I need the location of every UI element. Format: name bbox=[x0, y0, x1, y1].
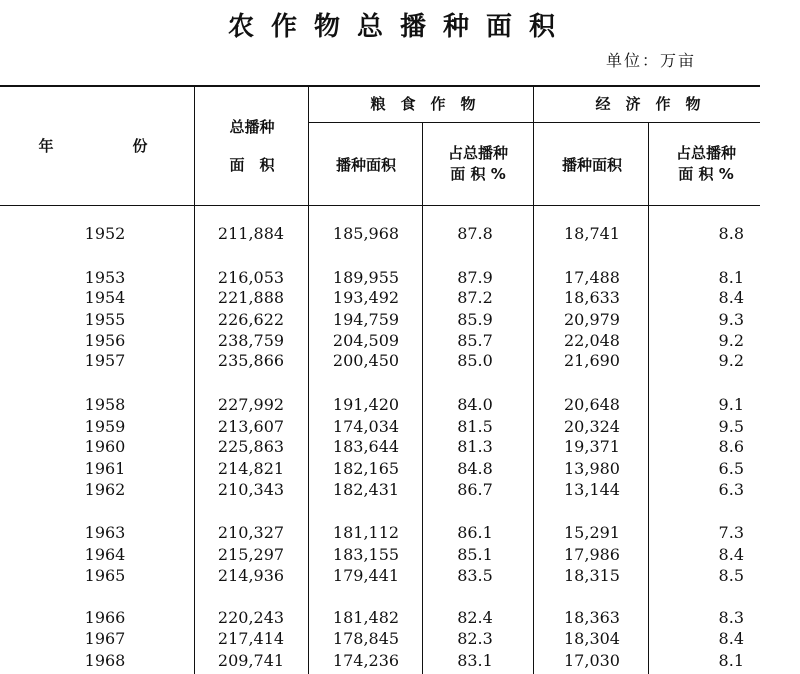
cell-grain-area: 179,441 bbox=[332, 566, 400, 585]
divider-year bbox=[194, 86, 195, 674]
cell-econ-pct: 6.5 bbox=[718, 459, 744, 478]
cell-econ-pct: 6.3 bbox=[718, 480, 744, 499]
cell-grain-area: 178,845 bbox=[332, 629, 400, 648]
cell-grain-pct: 87.8 bbox=[457, 224, 493, 243]
cell-grain-area: 181,112 bbox=[332, 523, 400, 542]
page-title: 农作物总播种面积 bbox=[227, 12, 572, 42]
cell-grain-pct: 83.5 bbox=[457, 566, 493, 585]
cell-year: 1956 bbox=[84, 331, 126, 350]
cell-grain-area: 193,492 bbox=[332, 288, 400, 307]
cell-grain-area: 174,236 bbox=[332, 651, 400, 670]
cell-grain-area: 183,155 bbox=[332, 545, 400, 564]
cell-econ-pct: 8.1 bbox=[718, 268, 744, 287]
cell-year: 1959 bbox=[84, 417, 126, 436]
cell-grain-area: 191,420 bbox=[332, 395, 400, 414]
divider-econ bbox=[648, 122, 649, 674]
cell-econ-area: 18,363 bbox=[564, 608, 620, 627]
cell-grain-pct: 81.5 bbox=[457, 417, 493, 436]
cell-year: 1952 bbox=[84, 224, 126, 243]
cell-grain-area: 181,482 bbox=[332, 608, 400, 627]
cell-year: 1965 bbox=[84, 566, 126, 585]
cell-grain-area: 182,431 bbox=[332, 480, 400, 499]
cell-econ-area: 13,980 bbox=[564, 459, 620, 478]
cell-total: 209,741 bbox=[217, 651, 285, 670]
cell-year: 1954 bbox=[84, 288, 126, 307]
header-grain-pct-line2: 面 积 % bbox=[450, 165, 506, 183]
cell-year: 1957 bbox=[84, 351, 126, 370]
cell-econ-pct: 8.4 bbox=[718, 629, 744, 648]
cell-econ-pct: 8.4 bbox=[718, 288, 744, 307]
cell-econ-area: 21,690 bbox=[564, 351, 620, 370]
header-grain-group: 粮 食 作 物 bbox=[370, 95, 476, 113]
cell-econ-area: 18,741 bbox=[564, 224, 620, 243]
cell-grain-area: 174,034 bbox=[332, 417, 400, 436]
cell-econ-area: 20,979 bbox=[564, 310, 620, 329]
header-grain-pct-line1: 占总播种 bbox=[447, 144, 508, 162]
cell-econ-pct: 8.1 bbox=[718, 651, 744, 670]
cell-year: 1958 bbox=[84, 395, 126, 414]
cell-econ-pct: 8.3 bbox=[718, 608, 744, 627]
cell-total: 215,297 bbox=[217, 545, 285, 564]
cell-total: 235,866 bbox=[217, 351, 285, 370]
cell-econ-area: 17,488 bbox=[564, 268, 620, 287]
cell-total: 214,821 bbox=[217, 459, 285, 478]
cell-total: 214,936 bbox=[217, 566, 285, 585]
cell-year: 1968 bbox=[84, 651, 126, 670]
cell-econ-area: 18,315 bbox=[564, 566, 620, 585]
cell-grain-pct: 86.1 bbox=[457, 523, 493, 542]
cell-total: 220,243 bbox=[217, 608, 285, 627]
cell-econ-pct: 8.4 bbox=[718, 545, 744, 564]
cell-econ-pct: 8.6 bbox=[718, 437, 744, 456]
cell-econ-area: 20,324 bbox=[564, 417, 620, 436]
cell-grain-area: 185,968 bbox=[332, 224, 400, 243]
cell-grain-pct: 83.1 bbox=[457, 651, 493, 670]
cell-grain-pct: 85.0 bbox=[457, 351, 493, 370]
cell-year: 1963 bbox=[84, 523, 126, 542]
cell-year: 1961 bbox=[84, 459, 126, 478]
header-grain-area: 播种面积 bbox=[335, 156, 396, 174]
header-total-line1: 总播种 bbox=[229, 118, 275, 136]
cell-total: 221,888 bbox=[217, 288, 285, 307]
header-econ-pct-line1: 占总播种 bbox=[675, 144, 736, 162]
cell-year: 1955 bbox=[84, 310, 126, 329]
cell-grain-pct: 84.8 bbox=[457, 459, 493, 478]
cell-grain-pct: 82.4 bbox=[457, 608, 493, 627]
cell-econ-area: 17,986 bbox=[564, 545, 620, 564]
header-econ-pct-line2: 面 积 % bbox=[678, 165, 734, 183]
cell-econ-pct: 9.2 bbox=[718, 351, 744, 370]
cell-total: 213,607 bbox=[217, 417, 285, 436]
cell-grain-pct: 85.7 bbox=[457, 331, 493, 350]
cell-econ-area: 20,648 bbox=[564, 395, 620, 414]
cell-econ-pct: 8.8 bbox=[718, 224, 744, 243]
cell-econ-pct: 7.3 bbox=[718, 523, 744, 542]
cell-total: 238,759 bbox=[217, 331, 285, 350]
table-top-rule bbox=[0, 85, 760, 87]
header-bottom-rule bbox=[0, 205, 760, 206]
cell-econ-area: 22,048 bbox=[564, 331, 620, 350]
cell-year: 1960 bbox=[84, 437, 126, 456]
cell-total: 210,343 bbox=[217, 480, 285, 499]
cell-econ-pct: 9.1 bbox=[718, 395, 744, 414]
divider-total bbox=[308, 86, 309, 674]
header-year-b: 份 bbox=[132, 137, 148, 155]
cell-econ-area: 19,371 bbox=[564, 437, 620, 456]
cell-grain-area: 204,509 bbox=[332, 331, 400, 350]
divider-grain bbox=[422, 122, 423, 674]
cell-total: 217,414 bbox=[217, 629, 285, 648]
cell-year: 1962 bbox=[84, 480, 126, 499]
header-total-line2: 面 积 bbox=[229, 156, 275, 174]
cell-grain-pct: 86.7 bbox=[457, 480, 493, 499]
cell-year: 1967 bbox=[84, 629, 126, 648]
cell-year: 1953 bbox=[84, 268, 126, 287]
cell-econ-area: 15,291 bbox=[564, 523, 620, 542]
cell-grain-area: 194,759 bbox=[332, 310, 400, 329]
cell-total: 210,327 bbox=[217, 523, 285, 542]
cell-econ-area: 17,030 bbox=[564, 651, 620, 670]
cell-grain-pct: 84.0 bbox=[457, 395, 493, 414]
cell-grain-area: 200,450 bbox=[332, 351, 400, 370]
unit-label: 单位：万亩 bbox=[606, 51, 697, 70]
header-subdivider bbox=[308, 122, 760, 123]
cell-grain-area: 182,165 bbox=[332, 459, 400, 478]
cell-econ-area: 18,633 bbox=[564, 288, 620, 307]
cell-grain-pct: 85.9 bbox=[457, 310, 493, 329]
cell-econ-pct: 9.3 bbox=[718, 310, 744, 329]
cell-grain-pct: 87.9 bbox=[457, 268, 493, 287]
cell-total: 216,053 bbox=[217, 268, 285, 287]
divider-group bbox=[533, 86, 534, 674]
cell-total: 226,622 bbox=[217, 310, 285, 329]
cell-grain-pct: 82.3 bbox=[457, 629, 493, 648]
cell-grain-pct: 85.1 bbox=[457, 545, 493, 564]
cell-grain-area: 189,955 bbox=[332, 268, 400, 287]
cell-total: 211,884 bbox=[217, 224, 285, 243]
cell-econ-pct: 9.2 bbox=[718, 331, 744, 350]
cell-total: 227,992 bbox=[217, 395, 285, 414]
cell-econ-pct: 9.5 bbox=[718, 417, 744, 436]
header-econ-group: 经 济 作 物 bbox=[595, 95, 701, 113]
cell-year: 1964 bbox=[84, 545, 126, 564]
cell-grain-pct: 81.3 bbox=[457, 437, 493, 456]
cell-grain-area: 183,644 bbox=[332, 437, 400, 456]
header-year-a: 年 bbox=[38, 137, 54, 155]
cell-econ-area: 13,144 bbox=[564, 480, 620, 499]
cell-total: 225,863 bbox=[217, 437, 285, 456]
cell-econ-pct: 8.5 bbox=[718, 566, 744, 585]
cell-grain-pct: 87.2 bbox=[457, 288, 493, 307]
cell-year: 1966 bbox=[84, 608, 126, 627]
header-econ-area: 播种面积 bbox=[561, 156, 622, 174]
cell-econ-area: 18,304 bbox=[564, 629, 620, 648]
